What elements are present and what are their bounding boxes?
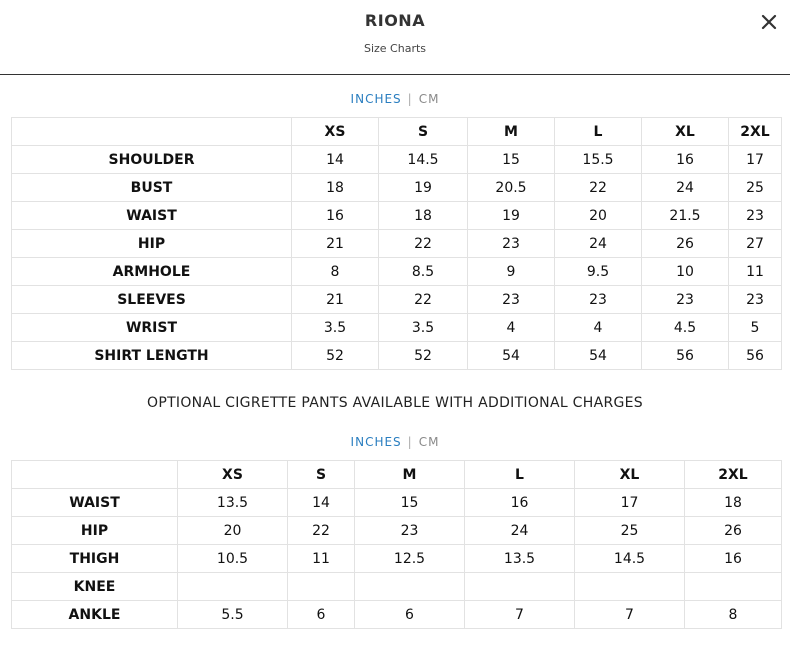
shirt-size-table — [11, 117, 782, 370]
measurement-value: 24 — [555, 230, 642, 258]
measurement-value: 23 — [555, 286, 642, 314]
measurement-value: 23 — [642, 286, 729, 314]
measurement-value: 5.5 — [178, 601, 288, 629]
measurement-value — [575, 573, 685, 601]
inches-toggle[interactable]: INCHES — [350, 435, 402, 449]
size-header-cell: M — [468, 118, 555, 146]
size-header-cell: L — [465, 461, 575, 489]
measurement-value: 24 — [642, 174, 729, 202]
measurement-value: 7 — [575, 601, 685, 629]
measurement-label: SHOULDER — [12, 146, 292, 174]
measurement-value: 17 — [729, 146, 782, 174]
measurement-label: ANKLE — [12, 601, 178, 629]
table-row — [12, 342, 782, 370]
table-row — [12, 517, 782, 545]
measurement-value: 13.5 — [178, 489, 288, 517]
table-row — [12, 573, 782, 601]
measurement-value: 14 — [292, 146, 379, 174]
measurement-value: 21 — [292, 230, 379, 258]
size-header-cell: XS — [292, 118, 379, 146]
measurement-value: 17 — [575, 489, 685, 517]
measurement-value — [355, 573, 465, 601]
measurement-value: 15 — [468, 146, 555, 174]
measurement-value: 52 — [379, 342, 468, 370]
measurement-value: 22 — [555, 174, 642, 202]
measurement-value: 11 — [729, 258, 782, 286]
measurement-value: 8 — [685, 601, 782, 629]
measurement-value: 56 — [642, 342, 729, 370]
measurement-value — [178, 573, 288, 601]
measurement-value: 9.5 — [555, 258, 642, 286]
table-row — [12, 202, 782, 230]
measurement-value: 26 — [685, 517, 782, 545]
measurement-value: 9 — [468, 258, 555, 286]
unit-toggle-pants — [0, 435, 790, 449]
size-header-cell: XL — [575, 461, 685, 489]
measurement-value: 26 — [642, 230, 729, 258]
table-row — [12, 286, 782, 314]
measurement-label: WAIST — [12, 489, 178, 517]
size-header-cell: M — [355, 461, 465, 489]
measurement-value: 16 — [292, 202, 379, 230]
unit-toggle-shirt — [0, 92, 790, 106]
measurement-value: 54 — [555, 342, 642, 370]
measurement-label: SHIRT LENGTH — [12, 342, 292, 370]
measurement-value: 4 — [555, 314, 642, 342]
measurement-value: 15.5 — [555, 146, 642, 174]
measurement-value: 15 — [355, 489, 465, 517]
pants-size-table — [11, 460, 782, 629]
measurement-value: 20 — [178, 517, 288, 545]
measurement-value: 3.5 — [379, 314, 468, 342]
measurement-value: 21 — [292, 286, 379, 314]
measurement-label: HIP — [12, 517, 178, 545]
measurement-value: 12.5 — [355, 545, 465, 573]
measurement-label: WAIST — [12, 202, 292, 230]
measurement-value: 8.5 — [379, 258, 468, 286]
measurement-value — [288, 573, 355, 601]
size-header-cell: 2XL — [729, 118, 782, 146]
close-button[interactable] — [759, 12, 779, 32]
measurement-value: 25 — [729, 174, 782, 202]
size-header-cell: S — [288, 461, 355, 489]
measurement-value: 54 — [468, 342, 555, 370]
cm-toggle[interactable]: CM — [418, 92, 440, 106]
measurement-value: 18 — [379, 202, 468, 230]
header-corner-cell — [12, 461, 178, 489]
table-row — [12, 146, 782, 174]
toggle-separator: | — [407, 92, 413, 106]
cm-toggle[interactable]: CM — [418, 435, 440, 449]
size-header-cell: L — [555, 118, 642, 146]
table-row — [12, 314, 782, 342]
header-row — [12, 118, 782, 146]
measurement-value: 11 — [288, 545, 355, 573]
measurement-value: 18 — [292, 174, 379, 202]
header-row — [12, 461, 782, 489]
table-row — [12, 174, 782, 202]
measurement-value: 8 — [292, 258, 379, 286]
table-row — [12, 489, 782, 517]
measurement-label: SLEEVES — [12, 286, 292, 314]
measurement-value: 22 — [379, 286, 468, 314]
measurement-value: 22 — [288, 517, 355, 545]
measurement-value: 27 — [729, 230, 782, 258]
measurement-value: 52 — [292, 342, 379, 370]
measurement-value: 10 — [642, 258, 729, 286]
toggle-separator: | — [407, 435, 413, 449]
measurement-value: 23 — [729, 286, 782, 314]
measurement-value: 7 — [465, 601, 575, 629]
size-header-cell: S — [379, 118, 468, 146]
measurement-label: HIP — [12, 230, 292, 258]
pants-note: OPTIONAL CIGRETTE PANTS AVAILABLE WITH ADDITIONAL CHARGES — [147, 395, 643, 411]
measurement-value: 20 — [555, 202, 642, 230]
measurement-value: 14.5 — [575, 545, 685, 573]
measurement-value: 24 — [465, 517, 575, 545]
page-subtitle: Size Charts — [363, 42, 427, 55]
measurement-value: 25 — [575, 517, 685, 545]
close-icon — [759, 12, 779, 32]
measurement-value: 16 — [642, 146, 729, 174]
measurement-value: 18 — [685, 489, 782, 517]
inches-toggle[interactable]: INCHES — [350, 92, 402, 106]
measurement-value: 13.5 — [465, 545, 575, 573]
measurement-value: 16 — [685, 545, 782, 573]
measurement-value: 4 — [468, 314, 555, 342]
measurement-value: 19 — [379, 174, 468, 202]
measurement-value: 56 — [729, 342, 782, 370]
measurement-value: 23 — [468, 286, 555, 314]
measurement-value: 10.5 — [178, 545, 288, 573]
measurement-value: 22 — [379, 230, 468, 258]
size-header-cell: XS — [178, 461, 288, 489]
measurement-value: 14.5 — [379, 146, 468, 174]
measurement-value — [685, 573, 782, 601]
measurement-value: 3.5 — [292, 314, 379, 342]
size-header-cell: 2XL — [685, 461, 782, 489]
measurement-label: ARMHOLE — [12, 258, 292, 286]
measurement-value: 6 — [288, 601, 355, 629]
measurement-value: 20.5 — [468, 174, 555, 202]
size-header-cell: XL — [642, 118, 729, 146]
table-row — [12, 230, 782, 258]
measurement-label: KNEE — [12, 573, 178, 601]
measurement-value: 14 — [288, 489, 355, 517]
measurement-value: 23 — [468, 230, 555, 258]
table-row — [12, 545, 782, 573]
measurement-label: BUST — [12, 174, 292, 202]
modal-header — [0, 0, 790, 75]
measurement-label: THIGH — [12, 545, 178, 573]
measurement-value: 23 — [355, 517, 465, 545]
header-corner-cell — [12, 118, 292, 146]
measurement-label: WRIST — [12, 314, 292, 342]
measurement-value: 16 — [465, 489, 575, 517]
measurement-value: 21.5 — [642, 202, 729, 230]
measurement-value: 6 — [355, 601, 465, 629]
measurement-value: 5 — [729, 314, 782, 342]
measurement-value — [465, 573, 575, 601]
table-row — [12, 258, 782, 286]
page-title: RIONA — [364, 11, 426, 30]
measurement-value: 23 — [729, 202, 782, 230]
measurement-value: 19 — [468, 202, 555, 230]
table-row — [12, 601, 782, 629]
measurement-value: 4.5 — [642, 314, 729, 342]
